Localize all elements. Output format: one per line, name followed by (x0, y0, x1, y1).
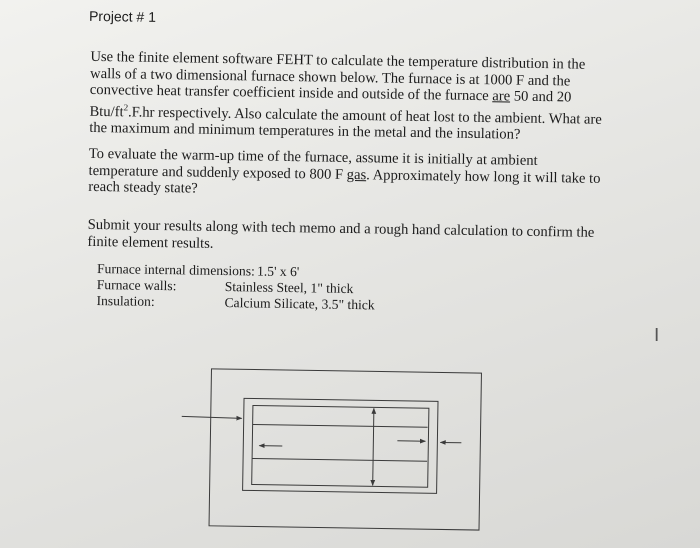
paragraph-warmup-text: To evaluate the warm-up time of the furnace, assume it is initially at ambient temperature and suddenly exposed to 800 F (88, 145, 538, 183)
spec-label: Insulation: (96, 293, 155, 309)
spec-label: Furnace internal dimensions: (96, 261, 255, 279)
left-arrow (182, 416, 242, 418)
spec-label: Furnace walls: (96, 277, 177, 294)
superscript-2: 2 (123, 101, 129, 112)
outer-insulation-boundary (209, 369, 481, 530)
interior-line-bottom (252, 458, 427, 461)
text-cursor-icon: I (654, 325, 660, 346)
page-title: Project # 1 (88, 7, 157, 25)
paragraph-task-tail-a: 50 and 20 Btu/ft (89, 88, 572, 120)
paragraph-submit: Submit your results along with tech memo and a rough hand calculation to confirm the finite element results. (87, 216, 595, 252)
spec-value: Stainless Steel, 1" thick (224, 279, 354, 297)
paragraph-task-tail-b: .F.hr respectively. Also calculate the amount of heat lost to the ambient. What are the maximum and minimum temperatures in the metal and the insulation? (89, 103, 602, 143)
spec-value: Calcium Silicate, 3.5" thick (224, 295, 375, 313)
paragraph-task-text: Use the finite element software FEHT to calculate the temperature distribution in the walls of a two dimensional furnace shown below. The furnace is at 1000 F and the convective heat transfer coefficient inside and outside of the furnace (89, 48, 586, 105)
underlined-gas: gas (346, 166, 367, 183)
paragraph-warmup-tail: . Approximately how long it will take to reach steady state? (88, 166, 601, 197)
dimension-line-vertical (373, 408, 374, 485)
interior-line-top (253, 424, 428, 427)
underlined-are: are (492, 88, 511, 105)
spec-value: 1.5' x 6' (256, 263, 300, 280)
